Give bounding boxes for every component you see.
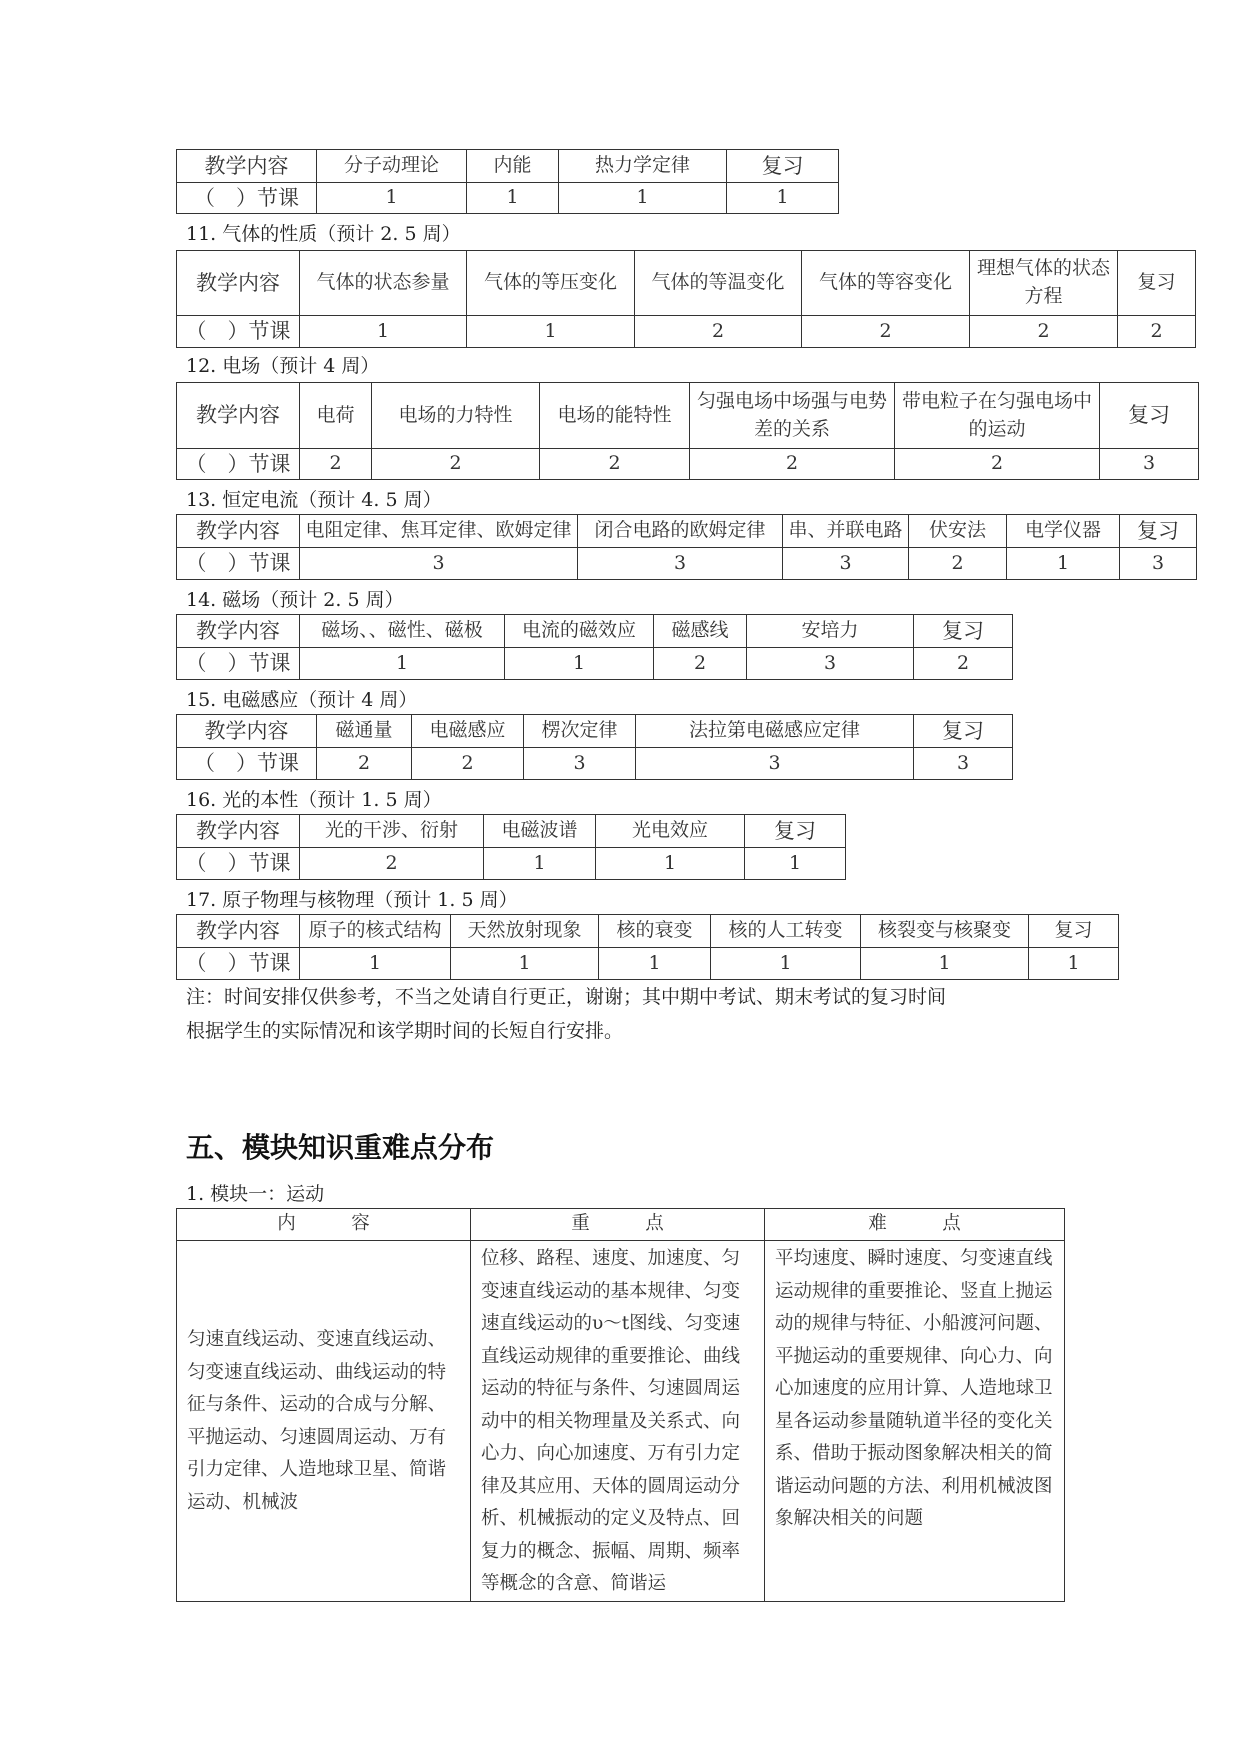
header-cell: 核的衰变 (599, 915, 711, 948)
value-cell: 1 (596, 848, 745, 880)
value-cell: 1 (467, 183, 559, 214)
value-cell: 2 (300, 848, 484, 880)
value-cell: 2 (970, 316, 1118, 348)
section-caption: 12. 电场（预计 4 周） (186, 355, 380, 377)
value-cell: 3 (914, 748, 1013, 780)
value-cell: 3 (1120, 548, 1197, 580)
header-cell: 教学内容 (177, 915, 300, 948)
header-cell: 热力学定律 (559, 150, 727, 183)
header-cell: 原子的核式结构 (300, 915, 451, 948)
value-cell: 1 (467, 316, 635, 348)
value-cell: 1 (559, 183, 727, 214)
header-cell: 匀强电场中场强与电势差的关系 (690, 383, 895, 449)
header-cell: 理想气体的状态方程 (970, 251, 1118, 316)
header-cell: 电场的力特性 (372, 383, 540, 449)
header-cell: 核的人工转变 (711, 915, 861, 948)
value-cell: 3 (1100, 449, 1199, 480)
header-cell: 电阻定律、焦耳定律、欧姆定律 (300, 515, 578, 548)
value-cell: 2 (654, 648, 747, 680)
header-cell: 复习 (1118, 251, 1196, 316)
value-cell: 3 (300, 548, 578, 580)
table-light (176, 814, 846, 880)
header-cell: 气体的等压变化 (467, 251, 635, 316)
header-cell: 光电效应 (596, 815, 745, 848)
row-label: （ ）节课 (177, 948, 300, 980)
value-cell: 1 (1007, 548, 1120, 580)
section-caption: 15. 电磁感应（预计 4 周） (186, 689, 418, 711)
value-cell: 2 (412, 748, 524, 780)
table-current (176, 514, 1197, 580)
header-cell: 复习 (1120, 515, 1197, 548)
header-cell: 磁感线 (654, 615, 747, 648)
row-label: （ ）节课 (177, 648, 300, 680)
value-cell: 3 (636, 748, 914, 780)
value-cell: 1 (599, 948, 711, 980)
header-cell: 教学内容 (177, 251, 300, 316)
header-cell: 教学内容 (177, 515, 300, 548)
header-cell: 内 容 (177, 1209, 471, 1241)
table-magnetic (176, 614, 1013, 680)
note-line-1: 注：时间安排仅供参考，不当之处请自行更正，谢谢；其中期中考试、期末考试的复习时间 (186, 986, 947, 1008)
key-points-cell: 位移、路程、速度、加速度、匀变速直线运动的基本规律、匀变速直线运动的υ～t图线、匀变速直线运动规律的重要推论、曲线运动的特征与条件、匀速圆周运动中的相关物理量及关系式、向心力、向心加速度、万有引力定律及其应用、天体的圆周运动分析、机械振动的定义及特点、回复力的概念、振幅、周期、频率等概念的含意、简谐运 (471, 1241, 765, 1602)
header-cell: 法拉第电磁感应定律 (636, 715, 914, 748)
table-thermo (176, 149, 839, 214)
value-cell: 1 (451, 948, 599, 980)
row-label: （ ）节课 (177, 748, 317, 780)
header-cell: 复习 (745, 815, 846, 848)
header-cell: 分子动理论 (317, 150, 467, 183)
value-cell: 2 (895, 449, 1100, 480)
value-cell: 2 (802, 316, 970, 348)
value-cell: 2 (914, 648, 1013, 680)
value-cell: 1 (317, 183, 467, 214)
value-cell: 1 (505, 648, 654, 680)
header-cell: 复习 (1100, 383, 1199, 449)
section-caption: 14. 磁场（预计 2. 5 周） (186, 589, 404, 611)
row-label: （ ）节课 (177, 548, 300, 580)
header-cell: 安培力 (747, 615, 914, 648)
row-label: （ ）节课 (177, 183, 317, 214)
value-cell: 2 (909, 548, 1007, 580)
table-electric-field (176, 382, 1199, 480)
header-cell: 气体的状态参量 (300, 251, 467, 316)
header-cell: 闭合电路的欧姆定律 (578, 515, 783, 548)
header-cell: 电磁感应 (412, 715, 524, 748)
header-cell: 电场的能特性 (540, 383, 690, 449)
header-cell: 光的干涉、衍射 (300, 815, 484, 848)
value-cell: 2 (1118, 316, 1196, 348)
table-gas (176, 250, 1196, 348)
value-cell: 2 (300, 449, 372, 480)
header-cell: 复习 (914, 615, 1013, 648)
header-cell: 电学仪器 (1007, 515, 1120, 548)
header-cell: 楞次定律 (524, 715, 636, 748)
content-cell: 匀速直线运动、变速直线运动、匀变速直线运动、曲线运动的特征与条件、运动的合成与分解、平抛运动、匀速圆周运动、万有引力定律、人造地球卫星、简谐运动、机械波 (177, 1241, 471, 1602)
value-cell: 1 (300, 316, 467, 348)
header-cell: 串、并联电路 (783, 515, 909, 548)
value-cell: 2 (635, 316, 802, 348)
row-label: （ ）节课 (177, 316, 300, 348)
value-cell: 2 (540, 449, 690, 480)
header-cell: 复习 (727, 150, 839, 183)
value-cell: 1 (300, 648, 505, 680)
table-module-motion (176, 1208, 1065, 1602)
section-caption: 13. 恒定电流（预计 4. 5 周） (186, 489, 442, 511)
row-label: （ ）节课 (177, 848, 300, 880)
header-cell: 教学内容 (177, 615, 300, 648)
header-cell: 教学内容 (177, 383, 300, 449)
table-induction (176, 714, 1013, 780)
header-cell: 教学内容 (177, 815, 300, 848)
row-label: （ ）节课 (177, 449, 300, 480)
header-cell: 重 点 (471, 1209, 765, 1241)
section-caption: 11. 气体的性质（预计 2. 5 周） (186, 223, 461, 245)
value-cell: 2 (372, 449, 540, 480)
value-cell: 1 (727, 183, 839, 214)
header-cell: 复习 (914, 715, 1013, 748)
value-cell: 1 (745, 848, 846, 880)
value-cell: 3 (747, 648, 914, 680)
header-cell: 天然放射现象 (451, 915, 599, 948)
header-cell: 核裂变与核聚变 (861, 915, 1029, 948)
header-cell: 气体的等温变化 (635, 251, 802, 316)
value-cell: 3 (783, 548, 909, 580)
module-caption: 1. 模块一：运动 (186, 1183, 325, 1205)
header-cell: 复习 (1029, 915, 1119, 948)
header-cell: 带电粒子在匀强电场中的运动 (895, 383, 1100, 449)
table-atomic (176, 914, 1119, 980)
header-cell: 教学内容 (177, 150, 317, 183)
header-cell: 磁通量 (317, 715, 412, 748)
header-cell: 伏安法 (909, 515, 1007, 548)
note-line-2: 根据学生的实际情况和该学期时间的长短自行安排。 (186, 1020, 624, 1042)
value-cell: 3 (578, 548, 783, 580)
value-cell: 2 (317, 748, 412, 780)
value-cell: 2 (690, 449, 895, 480)
section-caption: 17. 原子物理与核物理（预计 1. 5 周） (186, 889, 518, 911)
value-cell: 1 (861, 948, 1029, 980)
header-cell: 磁场、、磁性、磁极 (300, 615, 505, 648)
value-cell: 3 (524, 748, 636, 780)
header-cell: 电流的磁效应 (505, 615, 654, 648)
section-caption: 16. 光的本性（预计 1. 5 周） (186, 789, 442, 811)
header-cell: 电荷 (300, 383, 372, 449)
value-cell: 1 (711, 948, 861, 980)
header-cell: 电磁波谱 (484, 815, 596, 848)
header-cell: 教学内容 (177, 715, 317, 748)
header-cell: 内能 (467, 150, 559, 183)
header-cell: 气体的等容变化 (802, 251, 970, 316)
section-heading: 五、模块知识重难点分布 (186, 1131, 495, 1164)
value-cell: 1 (484, 848, 596, 880)
difficulties-cell: 平均速度、瞬时速度、匀变速直线运动规律的重要推论、竖直上抛运动的规律与特征、小船渡河问题、平抛运动的重要规律、向心力、向心加速度的应用计算、人造地球卫星各运动参量随轨道半径的变化关系、借助于振动图象解决相关的简谐运动问题的方法、利用机械波图象解决相关的问题 (765, 1241, 1065, 1602)
header-cell: 难 点 (765, 1209, 1065, 1241)
value-cell: 1 (300, 948, 451, 980)
value-cell: 1 (1029, 948, 1119, 980)
